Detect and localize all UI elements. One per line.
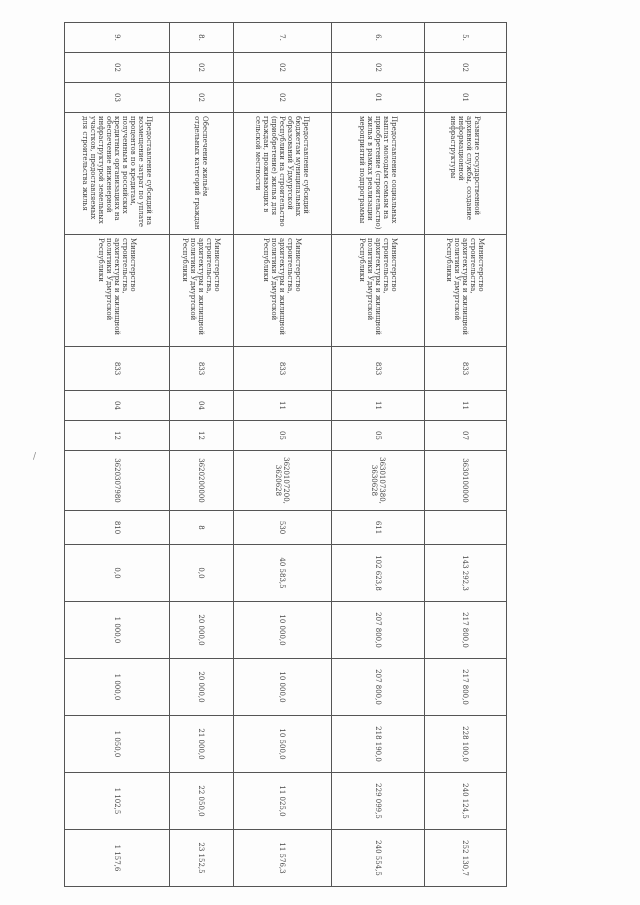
budget-table <box>64 22 507 887</box>
grbs-code: 833 <box>170 347 234 391</box>
value-2: 20 000,0 <box>170 602 234 659</box>
subprogram-code: 01 <box>332 83 425 113</box>
value-6: 11 576,3 <box>234 830 332 887</box>
target-article: 3630107380, 3630628 <box>332 451 425 511</box>
subprogram-code: 03 <box>65 83 170 113</box>
table-row <box>234 23 332 887</box>
measure-name: Предоставление социальных выплат молодым семьям на приобретение (строительство) жилья в рамках реализации мероприятий подпрограммы <box>332 113 425 235</box>
page-mark: / <box>33 452 37 462</box>
subprogram-code: 02 <box>234 83 332 113</box>
value-3: 10 000,0 <box>234 659 332 716</box>
value-6: 252 130,7 <box>425 830 507 887</box>
expense-type <box>425 511 507 545</box>
measure-name: Предоставление субсидий на возмещение затрат по уплате процентов по кредитам, полученным в российских кредитных организациях на обеспечение инженерной инфраструктурой земельных участков, предоставляемых для строительства жилья <box>65 113 170 235</box>
grbs-code: 833 <box>234 347 332 391</box>
row-number: 5. <box>425 23 507 53</box>
value-1: 0,0 <box>170 545 234 602</box>
table-row <box>332 23 425 887</box>
expense-type: 810 <box>65 511 170 545</box>
table-row <box>65 23 170 887</box>
value-1: 0,0 <box>65 545 170 602</box>
table-row <box>425 23 507 887</box>
value-4: 228 100,0 <box>425 716 507 773</box>
expense-type: 611 <box>332 511 425 545</box>
value-2: 10 000,0 <box>234 602 332 659</box>
program-code: 02 <box>425 53 507 83</box>
grbs-code: 833 <box>65 347 170 391</box>
measure-name: Предоставление субсидий бюджетам муниципальных образований Удмуртской Республики на строительство (приобретение) жилья для граждан, проживающих в сельской местности <box>234 113 332 235</box>
target-article: 3630100000 <box>425 451 507 511</box>
row-number: 8. <box>170 23 234 53</box>
value-3: 20 000,0 <box>170 659 234 716</box>
measure-name: Развитие государственной архивной службы, создание информационной инфраструктуры <box>425 113 507 235</box>
subsection-code: 12 <box>170 421 234 451</box>
row-number: 9. <box>65 23 170 53</box>
section-code: 11 <box>234 391 332 421</box>
subsection-code: 05 <box>234 421 332 451</box>
value-2: 1 000,0 <box>65 602 170 659</box>
program-code: 02 <box>332 53 425 83</box>
responsible-executor: Министерство строительства, архитектуры и жилищной политики Удмуртской Республики <box>332 235 425 347</box>
section-code: 11 <box>332 391 425 421</box>
value-6: 240 554,5 <box>332 830 425 887</box>
value-1: 143 292,3 <box>425 545 507 602</box>
value-2: 207 800,0 <box>332 602 425 659</box>
responsible-executor: Министерство строительства, архитектуры и жилищной политики Удмуртской Республики <box>65 235 170 347</box>
target-article: 3620200000 <box>170 451 234 511</box>
responsible-executor: Министерство строительства, архитектуры и жилищной политики Удмуртской Республики <box>425 235 507 347</box>
section-code: 11 <box>425 391 507 421</box>
value-6: 1 157,6 <box>65 830 170 887</box>
value-2: 217 800,0 <box>425 602 507 659</box>
section-code: 04 <box>65 391 170 421</box>
value-4: 218 190,0 <box>332 716 425 773</box>
value-3: 1 000,0 <box>65 659 170 716</box>
grbs-code: 833 <box>425 347 507 391</box>
measure-name: Обеспечение жильём отдельных категорий граждан <box>170 113 234 235</box>
value-5: 11 025,0 <box>234 773 332 830</box>
value-1: 102 623,8 <box>332 545 425 602</box>
row-number: 6. <box>332 23 425 53</box>
target-article: 3620107200, 3620628 <box>234 451 332 511</box>
subsection-code: 12 <box>65 421 170 451</box>
subsection-code: 05 <box>332 421 425 451</box>
responsible-executor: Министерство строительства, архитектуры и жилищной политики Удмуртской Республики <box>234 235 332 347</box>
rotated-table-wrapper <box>65 22 507 884</box>
program-code: 02 <box>234 53 332 83</box>
value-4: 21 000,0 <box>170 716 234 773</box>
value-3: 207 800,0 <box>332 659 425 716</box>
section-code: 04 <box>170 391 234 421</box>
value-5: 1 102,5 <box>65 773 170 830</box>
table-sheet <box>65 22 507 884</box>
program-code: 02 <box>65 53 170 83</box>
value-5: 240 124,5 <box>425 773 507 830</box>
table-row <box>170 23 234 887</box>
responsible-executor: Министерство строительства, архитектуры и жилищной политики Удмуртской Республики <box>170 235 234 347</box>
subsection-code: 07 <box>425 421 507 451</box>
grbs-code: 833 <box>332 347 425 391</box>
value-6: 23 152,5 <box>170 830 234 887</box>
subprogram-code: 02 <box>170 83 234 113</box>
value-1: 40 583,5 <box>234 545 332 602</box>
row-number: 7. <box>234 23 332 53</box>
expense-type: 530 <box>234 511 332 545</box>
value-5: 229 099,5 <box>332 773 425 830</box>
value-4: 1 050,0 <box>65 716 170 773</box>
subprogram-code: 01 <box>425 83 507 113</box>
value-4: 10 500,0 <box>234 716 332 773</box>
program-code: 02 <box>170 53 234 83</box>
target-article: 3620307980 <box>65 451 170 511</box>
value-5: 22 050,0 <box>170 773 234 830</box>
expense-type: 8 <box>170 511 234 545</box>
value-3: 217 800,0 <box>425 659 507 716</box>
